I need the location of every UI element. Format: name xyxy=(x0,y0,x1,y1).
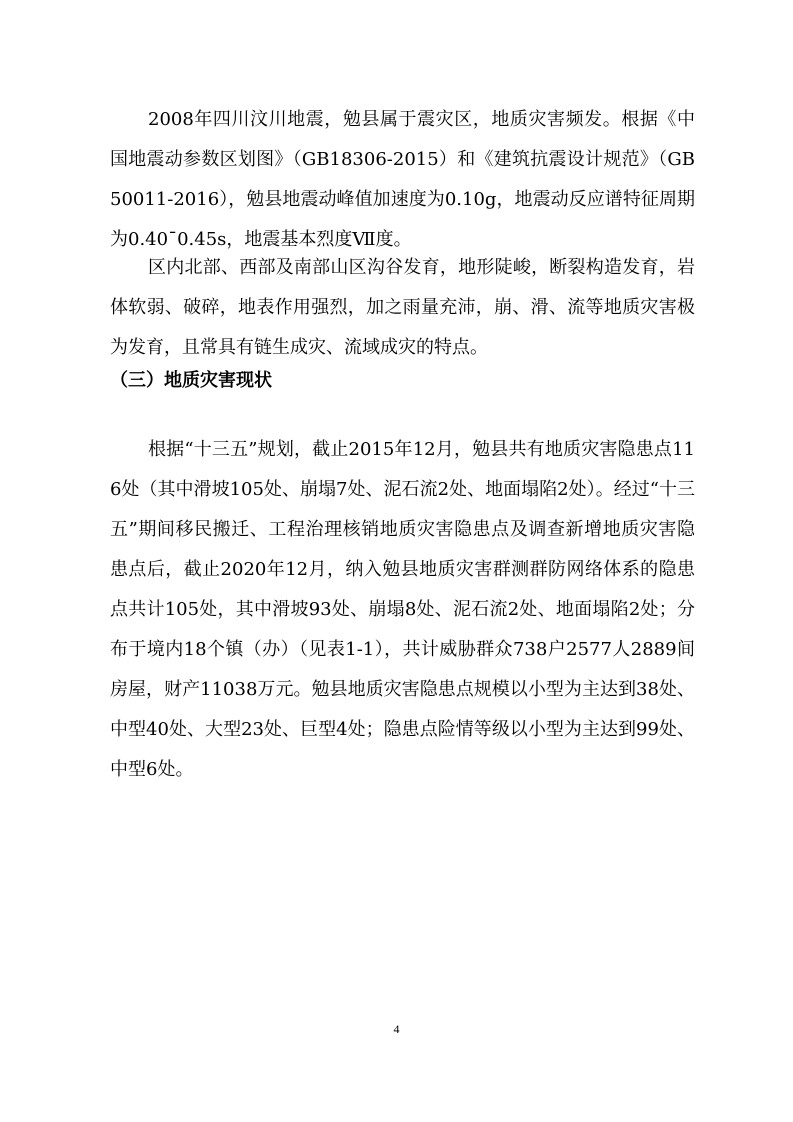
section-heading-geohazard-status: （三）地质灾害现状 xyxy=(110,370,272,391)
page-number: 4 xyxy=(393,1022,400,1036)
paragraph-hazard-statistics: 根据“十三五”规划，截止2015年12月，勉县共有地质灾害隐患点116处（其中滑坡105处、崩塌7处、泥石流2处、地面塌陷2处）。经过“十三五”期间移民搬迁、工程治理核销地质灾害隐患点及调查新增地质灾害隐患点后，截止2020年12月，纳入勉县地质灾害群测群防网络体系的隐患点共计105处，其中滑坡93处、崩塌8处、泥石流2处、地面塌陷2处；分布于境内18个镇（办）（见表1-1），共计威胁群众738户2577人2889间房屋，财产11038万元。勉县地质灾害隐患点规模以小型为主达到38处、中型40处、大型23处、巨型4处；隐患点险情等级以小型为主达到99处、中型6处。 xyxy=(110,439,695,780)
paragraph-terrain-description: 区内北部、西部及南部山区沟谷发育，地形陡峻，断裂构造发育，岩体软弱、破碎，地表作用强烈，加之雨量充沛，崩、滑、流等地质灾害极为发育，且常具有链生成灾、流域成灾的特点。 xyxy=(110,257,695,358)
paragraph-earthquake-background: 2008年四川汶川地震，勉县属于震灾区，地质灾害频发。根据《中国地震动参数区划图》（GB18306-2015）和《建筑抗震设计规范》（GB50011-2016），勉县地震动峰值加速度为0.10g，地震动反应谱特征周期为0.40¯0.45s，地震基本烈度Ⅶ度。 xyxy=(110,109,695,250)
